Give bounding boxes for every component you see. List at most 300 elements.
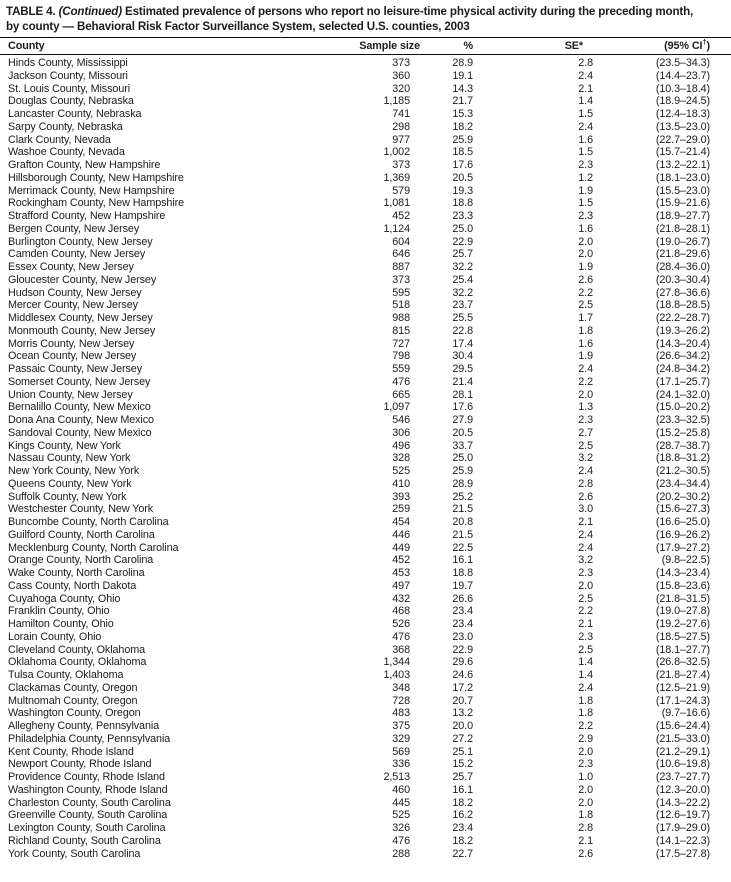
cell-county: Wake County, North Carolina [8, 567, 145, 579]
cell-ci: (18.1–23.0) [655, 171, 710, 184]
table-row [0, 478, 731, 491]
cell-county: Charleston County, South Carolina [8, 796, 171, 809]
cell-percent: 25.0 [452, 222, 473, 235]
cell-se: 2.6 [578, 273, 593, 286]
cell-sample-size: 1,097 [383, 401, 410, 414]
cell-percent: 13.2 [452, 707, 473, 720]
table-row [0, 261, 731, 274]
cell-percent: 26.6 [452, 592, 473, 605]
table-row [0, 427, 731, 440]
cell-se: 2.4 [578, 528, 593, 541]
cell-se: 2.9 [578, 732, 593, 745]
cell-percent: 17.4 [452, 337, 473, 350]
cell-county: Westchester County, New York [8, 503, 154, 516]
ci-header-suffix: ) [706, 40, 710, 52]
cell-sample-size: 579 [392, 184, 410, 197]
cell-sample-size: 452 [392, 210, 410, 222]
table-row [0, 695, 731, 708]
cell-county: Camden County, New Jersey [8, 248, 146, 261]
cell-sample-size: 798 [392, 350, 410, 363]
cell-county: Merrimack County, New Hampshire [8, 184, 175, 197]
cell-sample-size: 815 [392, 324, 410, 337]
cell-se: 2.3 [578, 567, 593, 579]
table-row [0, 287, 731, 300]
cell-county: New York County, New York [8, 465, 140, 477]
cell-se: 1.3 [578, 401, 593, 414]
cell-se: 1.6 [578, 222, 593, 235]
cell-sample-size: 546 [392, 414, 410, 426]
cell-county: Gloucester County, New Jersey [8, 273, 157, 286]
cell-county: Somerset County, New Jersey [8, 375, 151, 388]
cell-percent: 18.8 [452, 567, 473, 579]
cell-sample-size: 741 [392, 108, 410, 120]
cell-se: 1.8 [578, 809, 593, 822]
table-row [0, 159, 731, 172]
cell-ci: (9.8–22.5) [661, 554, 710, 567]
cell-se: 1.9 [578, 350, 593, 363]
cell-ci: (28.7–38.7) [655, 439, 710, 452]
cell-percent: 21.7 [452, 95, 473, 108]
cell-ci: (28.4–36.0) [655, 261, 710, 273]
cell-se: 2.2 [578, 720, 593, 732]
cell-ci: (14.3–23.4) [655, 567, 710, 579]
table-row [0, 146, 731, 159]
cell-se: 1.8 [578, 694, 593, 707]
table-row [0, 644, 731, 657]
cell-percent: 16.2 [452, 809, 473, 822]
table-row [0, 746, 731, 759]
cell-county: Cleveland County, Oklahoma [8, 643, 146, 656]
cell-se: 2.3 [578, 159, 593, 171]
cell-ci: (14.4–23.7) [655, 69, 710, 82]
cell-se: 2.1 [578, 516, 593, 528]
cell-se: 2.4 [578, 541, 593, 554]
cell-se: 2.0 [578, 579, 593, 592]
cell-county: Burlington County, New Jersey [8, 235, 153, 248]
table-row [0, 210, 731, 223]
cell-se: 2.0 [578, 235, 593, 248]
cell-se: 2.6 [578, 847, 593, 860]
cell-sample-size: 569 [392, 745, 410, 758]
column-header-percent: % [463, 40, 473, 52]
cell-county: Middlesex County, New Jersey [8, 312, 153, 324]
cell-percent: 18.2 [452, 120, 473, 133]
cell-sample-size: 727 [392, 337, 410, 350]
table-row [0, 554, 731, 567]
cell-sample-size: 1,403 [383, 669, 410, 681]
cell-county: Kings County, New York [8, 439, 121, 452]
cell-county: Hudson County, New Jersey [8, 286, 142, 299]
cell-sample-size: 348 [392, 681, 410, 694]
table-row [0, 274, 731, 287]
cell-se: 2.4 [578, 120, 593, 133]
table-header-row [0, 37, 731, 55]
cell-sample-size: 988 [392, 312, 410, 324]
cell-county: Morris County, New Jersey [8, 337, 135, 350]
table-row [0, 95, 731, 108]
cell-county: Mercer County, New Jersey [8, 299, 138, 312]
cell-sample-size: 326 [392, 822, 410, 834]
cell-sample-size: 454 [392, 516, 410, 528]
table-row [0, 414, 731, 427]
table-row [0, 682, 731, 695]
cell-percent: 30.4 [452, 350, 473, 363]
table-row [0, 185, 731, 198]
cell-sample-size: 373 [392, 159, 410, 171]
cell-percent: 17.6 [452, 401, 473, 414]
cell-ci: (16.6–25.0) [655, 516, 710, 528]
table-row [0, 529, 731, 542]
cell-ci: (17.1–25.7) [655, 375, 710, 388]
cell-se: 2.8 [578, 477, 593, 490]
cell-county: York County, South Carolina [8, 847, 141, 860]
cell-se: 2.2 [578, 375, 593, 388]
cell-sample-size: 887 [392, 261, 410, 273]
cell-ci: (15.9–21.6) [655, 197, 710, 210]
cell-ci: (14.1–22.3) [655, 834, 710, 847]
cell-ci: (26.8–32.5) [655, 656, 710, 669]
table-row [0, 389, 731, 402]
cell-ci: (12.4–18.3) [655, 108, 710, 120]
cell-ci: (19.0–27.8) [655, 605, 710, 618]
cell-percent: 18.2 [452, 834, 473, 847]
cell-se: 2.7 [578, 426, 593, 439]
cell-county: Richland County, South Carolina [8, 834, 161, 847]
cell-ci: (18.1–27.7) [655, 643, 710, 656]
cell-ci: (12.3–20.0) [655, 783, 710, 796]
table-row [0, 350, 731, 363]
cell-se: 2.8 [578, 822, 593, 834]
table-row [0, 733, 731, 746]
table-row [0, 605, 731, 618]
cell-percent: 27.2 [452, 732, 473, 745]
cell-sample-size: 329 [392, 732, 410, 745]
cell-sample-size: 665 [392, 388, 410, 401]
cell-sample-size: 496 [392, 439, 410, 452]
cell-percent: 25.4 [452, 273, 473, 286]
cell-sample-size: 646 [392, 248, 410, 261]
cell-sample-size: 728 [392, 694, 410, 707]
cell-percent: 28.9 [452, 57, 473, 69]
cell-se: 1.7 [578, 312, 593, 324]
cell-ci: (21.8–29.6) [655, 248, 710, 261]
cell-county: Jackson County, Missouri [8, 69, 128, 82]
table-row [0, 440, 731, 453]
cell-county: St. Louis County, Missouri [8, 82, 131, 95]
table-row [0, 172, 731, 185]
cell-ci: (23.5–34.3) [655, 57, 710, 69]
table-row [0, 121, 731, 134]
cell-county: Essex County, New Jersey [8, 261, 134, 273]
cell-ci: (22.7–29.0) [655, 133, 710, 146]
cell-percent: 32.2 [452, 261, 473, 273]
cell-county: Providence County, Rhode Island [8, 771, 165, 783]
cell-sample-size: 476 [392, 630, 410, 643]
cell-percent: 23.4 [452, 822, 473, 834]
cell-sample-size: 375 [392, 720, 410, 732]
cell-county: Rockingham County, New Hampshire [8, 197, 185, 210]
table-row [0, 567, 731, 580]
cell-percent: 28.1 [452, 388, 473, 401]
table-row [0, 631, 731, 644]
dagger-footnote-marker: † [702, 37, 707, 47]
cell-ci: (18.8–31.2) [655, 452, 710, 465]
cell-ci: (18.9–24.5) [655, 95, 710, 108]
cell-sample-size: 446 [392, 528, 410, 541]
column-header-county: County [8, 40, 45, 52]
cell-ci: (20.3–30.4) [655, 273, 710, 286]
cell-county: Lancaster County, Nebraska [8, 108, 142, 120]
cell-sample-size: 525 [392, 465, 410, 477]
cell-se: 3.2 [578, 554, 593, 567]
cell-sample-size: 1,369 [383, 171, 410, 184]
cell-se: 2.4 [578, 681, 593, 694]
cell-sample-size: 468 [392, 605, 410, 618]
cell-percent: 23.7 [452, 299, 473, 312]
cell-percent: 18.5 [452, 146, 473, 159]
cell-ci: (21.2–30.5) [655, 465, 710, 477]
cell-se: 2.3 [578, 414, 593, 426]
cell-sample-size: 320 [392, 82, 410, 95]
cell-ci: (27.8–36.6) [655, 286, 710, 299]
cell-percent: 20.8 [452, 516, 473, 528]
cell-percent: 23.4 [452, 605, 473, 618]
cell-percent: 23.0 [452, 630, 473, 643]
cell-se: 1.5 [578, 197, 593, 210]
cell-county: Washington County, Oregon [8, 707, 141, 720]
cell-sample-size: 518 [392, 299, 410, 312]
cell-se: 2.2 [578, 286, 593, 299]
cell-county: Franklin County, Ohio [8, 605, 110, 618]
cell-ci: (15.6–27.3) [655, 503, 710, 516]
cell-percent: 25.7 [452, 771, 473, 783]
cell-percent: 19.1 [452, 69, 473, 82]
cell-ci: (10.3–18.4) [655, 82, 710, 95]
cell-percent: 17.2 [452, 681, 473, 694]
table-row [0, 376, 731, 389]
cell-ci: (26.6–34.2) [655, 350, 710, 363]
cell-sample-size: 476 [392, 375, 410, 388]
cell-sample-size: 497 [392, 579, 410, 592]
cell-ci: (21.8–28.1) [655, 222, 710, 235]
table-row [0, 618, 731, 631]
cell-se: 2.0 [578, 783, 593, 796]
cell-sample-size: 1,344 [383, 656, 410, 669]
cell-county: Guilford County, North Carolina [8, 528, 155, 541]
cell-county: Passaic County, New Jersey [8, 363, 143, 375]
table-row [0, 363, 731, 376]
cell-sample-size: 476 [392, 834, 410, 847]
cell-percent: 20.0 [452, 720, 473, 732]
cell-sample-size: 373 [392, 57, 410, 69]
table-row [0, 580, 731, 593]
cell-ci: (19.3–26.2) [655, 324, 710, 337]
cell-ci: (17.9–29.0) [655, 822, 710, 834]
cell-se: 2.5 [578, 592, 593, 605]
table-row [0, 771, 731, 784]
cell-county: Oklahoma County, Oklahoma [8, 656, 147, 669]
cell-ci: (15.2–25.8) [655, 426, 710, 439]
cell-percent: 20.5 [452, 426, 473, 439]
cell-se: 1.9 [578, 184, 593, 197]
cell-percent: 14.3 [452, 82, 473, 95]
cell-percent: 15.3 [452, 108, 473, 120]
cell-se: 3.0 [578, 503, 593, 516]
cell-percent: 18.8 [452, 197, 473, 210]
cell-county: Buncombe County, North Carolina [8, 516, 169, 528]
cell-county: Cass County, North Dakota [8, 579, 137, 592]
table-row [0, 809, 731, 822]
cell-se: 1.4 [578, 95, 593, 108]
table-row [0, 784, 731, 797]
table-row [0, 338, 731, 351]
cell-county: Suffolk County, New York [8, 490, 127, 503]
cell-county: Hillsborough County, New Hampshire [8, 171, 184, 184]
cell-county: Kent County, Rhode Island [8, 745, 134, 758]
cell-percent: 17.6 [452, 159, 473, 171]
cell-se: 2.0 [578, 248, 593, 261]
cell-percent: 16.1 [452, 554, 473, 567]
table-row [0, 848, 731, 861]
cell-se: 2.0 [578, 745, 593, 758]
cell-county: Dona Ana County, New Mexico [8, 414, 154, 426]
table-row [0, 465, 731, 478]
cell-percent: 15.2 [452, 758, 473, 771]
cell-se: 1.5 [578, 108, 593, 120]
cell-ci: (23.7–27.7) [655, 771, 710, 783]
cell-se: 1.6 [578, 133, 593, 146]
cell-ci: (15.0–20.2) [655, 401, 710, 414]
cell-county: Grafton County, New Hampshire [8, 159, 161, 171]
table-row [0, 108, 731, 121]
cell-county: Clackamas County, Oregon [8, 681, 138, 694]
cell-ci: (15.5–23.0) [655, 184, 710, 197]
cell-county: Orange County, North Carolina [8, 554, 154, 567]
cell-se: 2.4 [578, 465, 593, 477]
cell-county: Multnomah County, Oregon [8, 694, 138, 707]
table-row [0, 516, 731, 529]
cell-sample-size: 1,081 [383, 197, 410, 210]
cell-percent: 24.6 [452, 669, 473, 681]
cell-county: Sandoval County, New Mexico [8, 426, 152, 439]
cell-percent: 19.3 [452, 184, 473, 197]
cell-se: 2.3 [578, 758, 593, 771]
cell-ci: (17.1–24.3) [655, 694, 710, 707]
table-row [0, 299, 731, 312]
cell-county: Tulsa County, Oklahoma [8, 669, 124, 681]
cell-county: Greenville County, South Carolina [8, 809, 168, 822]
cell-se: 1.4 [578, 656, 593, 669]
cell-ci: (14.3–22.2) [655, 796, 710, 809]
table-row [0, 669, 731, 682]
cell-se: 1.8 [578, 707, 593, 720]
cell-se: 1.9 [578, 261, 593, 273]
cell-percent: 20.5 [452, 171, 473, 184]
cell-percent: 22.9 [452, 235, 473, 248]
column-header-ci [593, 37, 710, 52]
cell-county: Monmouth County, New Jersey [8, 324, 156, 337]
cell-percent: 25.5 [452, 312, 473, 324]
cell-sample-size: 259 [392, 503, 410, 516]
cell-se: 1.0 [578, 771, 593, 783]
cell-ci: (20.2–30.2) [655, 490, 710, 503]
cell-sample-size: 432 [392, 592, 410, 605]
cell-county: Nassau County, New York [8, 452, 131, 465]
table-body [0, 55, 731, 860]
column-header-sample-size: Sample size [359, 40, 420, 52]
table-label: TABLE 4. [6, 5, 56, 18]
cell-county: Bergen County, New Jersey [8, 222, 140, 235]
cell-county: Clark County, Nevada [8, 133, 111, 146]
cell-sample-size: 977 [392, 133, 410, 146]
cell-county: Hamilton County, Ohio [8, 618, 114, 630]
cell-se: 2.4 [578, 363, 593, 375]
table-continued-label: (Continued) [58, 5, 122, 18]
cell-ci: (24.8–34.2) [655, 363, 710, 375]
cell-county: Cuyahoga County, Ohio [8, 592, 121, 605]
cell-ci: (15.7–21.4) [655, 146, 710, 159]
cell-ci: (22.2–28.7) [655, 312, 710, 324]
table-row [0, 835, 731, 848]
cell-se: 1.6 [578, 337, 593, 350]
cell-percent: 22.5 [452, 541, 473, 554]
cell-sample-size: 298 [392, 120, 410, 133]
cell-ci: (15.8–23.6) [655, 579, 710, 592]
cell-percent: 33.7 [452, 439, 473, 452]
cell-percent: 23.3 [452, 210, 473, 222]
cell-sample-size: 460 [392, 783, 410, 796]
table-row [0, 325, 731, 338]
cell-percent: 20.7 [452, 694, 473, 707]
cell-sample-size: 604 [392, 235, 410, 248]
table-row [0, 656, 731, 669]
cell-sample-size: 373 [392, 273, 410, 286]
table-title [0, 0, 731, 34]
table-row [0, 236, 731, 249]
cell-se: 2.5 [578, 439, 593, 452]
table-title-text-line1: Estimated prevalence of persons who report no leisure-time physical activity during the preceding month, [125, 5, 694, 18]
cell-se: 2.3 [578, 210, 593, 222]
table-title-line2: by county — Behavioral Risk Factor Surveillance System, selected U.S. counties, 2003 [6, 19, 470, 33]
cell-percent: 25.7 [452, 248, 473, 261]
cell-percent: 23.4 [452, 618, 473, 630]
table-row [0, 758, 731, 771]
table-title-line1 [6, 5, 727, 20]
cell-ci: (23.3–32.5) [655, 414, 710, 426]
cell-sample-size: 595 [392, 286, 410, 299]
cell-county: Hinds County, Mississippi [8, 57, 128, 69]
cell-se: 2.1 [578, 82, 593, 95]
cell-percent: 25.0 [452, 452, 473, 465]
cell-ci: (9.7–16.6) [661, 707, 710, 720]
cell-percent: 18.2 [452, 796, 473, 809]
cell-se: 2.5 [578, 299, 593, 312]
cell-ci: (13.2–22.1) [655, 159, 710, 171]
table-row [0, 83, 731, 96]
cell-sample-size: 452 [392, 554, 410, 567]
cell-se: 2.2 [578, 605, 593, 618]
cell-county: Washington County, Rhode Island [8, 783, 168, 796]
cell-percent: 19.7 [452, 579, 473, 592]
cell-se: 3.2 [578, 452, 593, 465]
cell-county: Queens County, New York [8, 477, 132, 490]
cell-ci: (21.8–27.4) [655, 669, 710, 681]
cell-ci: (18.8–28.5) [655, 299, 710, 312]
cell-ci: (16.9–26.2) [655, 528, 710, 541]
cell-percent: 25.9 [452, 133, 473, 146]
cell-se: 2.5 [578, 643, 593, 656]
cell-ci: (12.6–19.7) [655, 809, 710, 822]
